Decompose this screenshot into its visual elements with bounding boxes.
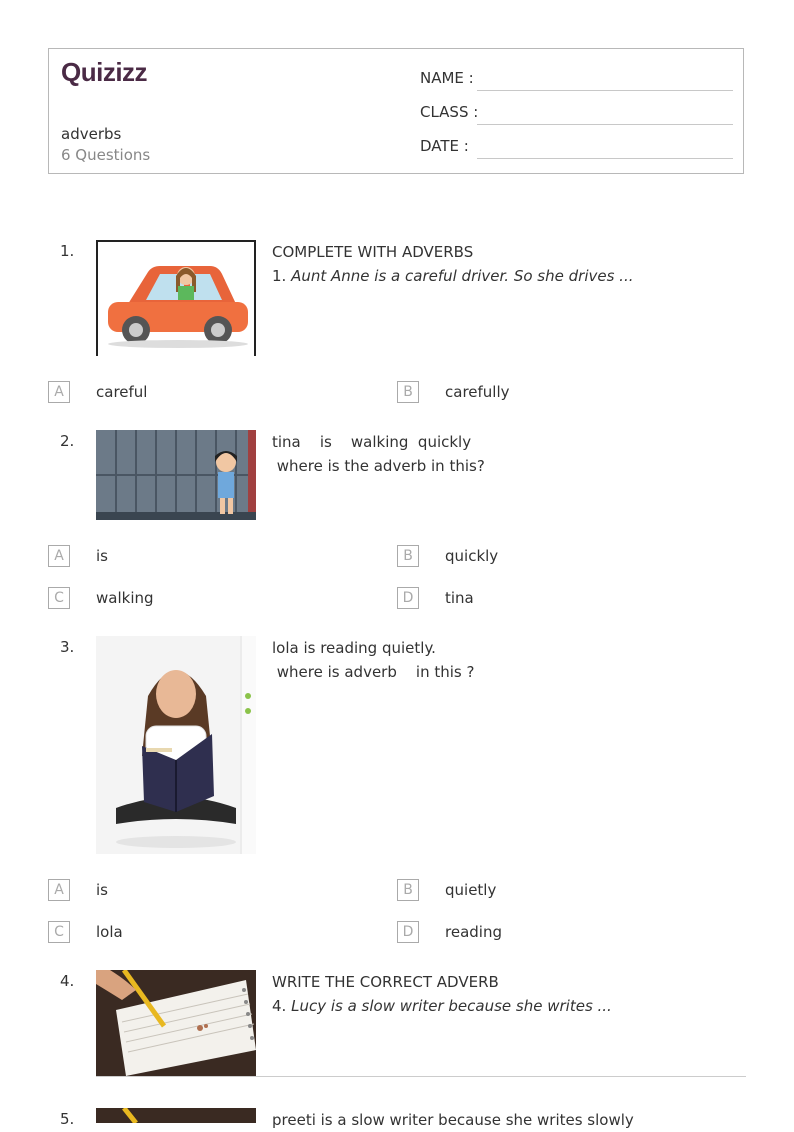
question-5-number: 5.	[60, 1110, 75, 1128]
question-count: 6 Questions	[61, 146, 151, 164]
writing-notebook-image-2	[96, 1108, 256, 1123]
q3-option-b-letter[interactable]: B	[397, 879, 419, 901]
name-label: NAME :	[420, 69, 474, 87]
q2-option-d-letter[interactable]: D	[397, 587, 419, 609]
question-2-line-2: where is the adverb in this?	[272, 457, 485, 475]
q1-option-b-letter[interactable]: B	[397, 381, 419, 403]
q3-option-b-text[interactable]: quietly	[445, 881, 497, 899]
worksheet-header	[48, 48, 744, 174]
car-driver-image	[96, 240, 256, 356]
question-5-line-1: preeti is a slow writer because she writes slowly	[272, 1111, 634, 1129]
q1-option-a-letter[interactable]: A	[48, 381, 70, 403]
date-label: DATE :	[420, 137, 469, 155]
writing-notebook-image	[96, 970, 256, 1076]
name-line[interactable]	[477, 89, 733, 91]
question-3-line-2: where is adverb in this ?	[272, 663, 475, 681]
question-4-number: 4.	[60, 972, 75, 990]
girl-reading-image	[96, 636, 256, 854]
lockers-girl-image	[96, 430, 256, 520]
q3-option-a-text[interactable]: is	[96, 881, 108, 899]
question-3-number: 3.	[60, 638, 75, 656]
answer-line	[96, 1076, 746, 1077]
q2-option-c-text[interactable]: walking	[96, 589, 154, 607]
question-1-heading: COMPLETE WITH ADVERBS	[272, 243, 474, 261]
class-label: CLASS :	[420, 103, 479, 121]
q3-option-a-letter[interactable]: A	[48, 879, 70, 901]
question-2-number: 2.	[60, 432, 75, 450]
worksheet-topic: adverbs	[61, 125, 122, 143]
q2-option-c-letter[interactable]: C	[48, 587, 70, 609]
quizizz-logo: Quizizz	[61, 57, 148, 87]
question-2-line-1: tina is walking quickly	[272, 433, 472, 451]
q3-option-c-letter[interactable]: C	[48, 921, 70, 943]
q2-option-d-text[interactable]: tina	[445, 589, 474, 607]
q1-option-a-text[interactable]: careful	[96, 383, 148, 401]
question-4-heading: WRITE THE CORRECT ADVERB	[272, 973, 499, 991]
date-line[interactable]	[477, 157, 733, 159]
q3-option-d-text[interactable]: reading	[445, 923, 502, 941]
q3-option-d-letter[interactable]: D	[397, 921, 419, 943]
q2-option-b-text[interactable]: quickly	[445, 547, 499, 565]
q3-option-c-text[interactable]: lola	[96, 923, 123, 941]
q2-option-a-text[interactable]: is	[96, 547, 108, 565]
q2-option-b-letter[interactable]: B	[397, 545, 419, 567]
q2-option-a-letter[interactable]: A	[48, 545, 70, 567]
question-1-number: 1.	[60, 242, 75, 260]
q1-option-b-text[interactable]: carefully	[445, 383, 510, 401]
class-line[interactable]	[477, 123, 733, 125]
question-4-prompt: 4. Lucy is a slow writer because she writes ...	[272, 997, 612, 1015]
question-1-prompt: 1. Aunt Anne is a careful driver. So she drives ...	[272, 267, 634, 285]
question-3-line-1: lola is reading quietly.	[272, 639, 436, 657]
